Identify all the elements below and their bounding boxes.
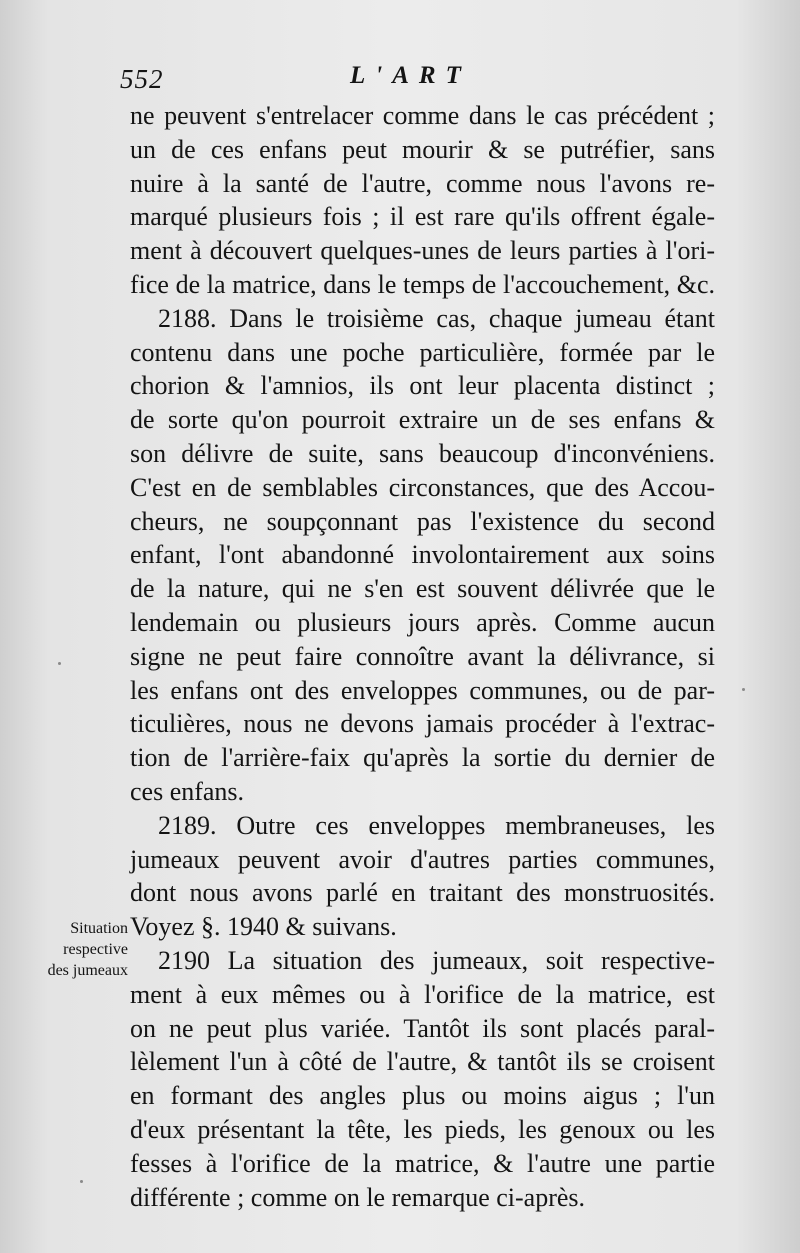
running-title: L'ART bbox=[350, 62, 471, 89]
paper-speck bbox=[58, 662, 61, 665]
text-line: ment à eux mêmes ou à l'orifice de la matrice, est bbox=[130, 979, 715, 1009]
text-line: ne peuvent s'entrelacer comme dans le cas précédent ; bbox=[130, 101, 715, 130]
text-line: différente ; comme on le remarque ci-après. bbox=[130, 1182, 586, 1212]
text-line: enfant, l'ont abandonné involontairement aux soins bbox=[130, 540, 715, 570]
text-line: ment à découvert quelques-unes de leurs parties à l'ori- bbox=[130, 236, 715, 266]
paragraph-2188-start: 2188. Dans le troisième cas, chaque jumeau étant bbox=[158, 303, 715, 333]
text-line: fice de la matrice, dans le temps de l'accouchement, &c. bbox=[130, 269, 715, 299]
paragraph-2190-start: 2190 La situation des jumeaux, soit respective- bbox=[158, 945, 715, 975]
page-number: 552 bbox=[120, 64, 164, 94]
paper-speck bbox=[80, 1180, 83, 1183]
margin-note-line: des jumeaux bbox=[47, 962, 128, 979]
text-line: les enfans ont des enveloppes communes, ou de par- bbox=[130, 675, 715, 705]
paragraph-2189-start: 2189. Outre ces enveloppes membraneuses, les bbox=[158, 810, 715, 840]
body-text bbox=[130, 99, 715, 1214]
text-line: de sorte qu'on pourroit extraire un de ses enfans & bbox=[130, 405, 715, 435]
text-line: contenu dans une poche particulière, formée par le bbox=[130, 337, 715, 367]
margin-note-line: respective bbox=[63, 941, 128, 958]
text-line: lendemain ou plusieurs jours après. Comme aucun bbox=[130, 607, 715, 637]
text-line: nuire à la santé de l'autre, comme nous l'avons re- bbox=[130, 168, 715, 198]
text-line: ticulières, nous ne devons jamais procéder à l'extrac- bbox=[130, 709, 715, 739]
text-line: fesses à l'orifice de la matrice, & l'autre une partie bbox=[130, 1148, 715, 1178]
text-line: signe ne peut faire connoître avant la délivrance, si bbox=[130, 641, 715, 671]
text-line: on ne peut plus variée. Tantôt ils sont placés paral- bbox=[130, 1013, 715, 1043]
text-line: C'est en de semblables circonstances, que des Accou- bbox=[130, 472, 715, 502]
margin-note bbox=[16, 918, 128, 981]
text-line: jumeaux peuvent avoir d'autres parties communes, bbox=[130, 844, 715, 874]
margin-note-line: Situation bbox=[70, 920, 128, 937]
text-line: lèlement l'un à côté de l'autre, & tantôt ils se croisent bbox=[130, 1047, 715, 1077]
text-line: dont nous avons parlé en traitant des monstruosités. bbox=[130, 878, 715, 908]
text-line: un de ces enfans peut mourir & se putréfier, sans bbox=[130, 134, 715, 164]
text-line: tion de l'arrière-faix qu'après la sortie du dernier de bbox=[130, 743, 715, 773]
text-line: de la nature, qui ne s'en est souvent délivrée que le bbox=[130, 574, 715, 604]
text-line: d'eux présentant la tête, les pieds, les genoux ou les bbox=[130, 1114, 715, 1144]
text-line: Voyez §. 1940 & suivans. bbox=[130, 912, 397, 942]
text-line: en formant des angles plus ou moins aigus ; l'un bbox=[130, 1081, 715, 1111]
text-line: ces enfans. bbox=[130, 776, 245, 806]
text-line: cheurs, ne soupçonnant pas l'existence du second bbox=[130, 506, 715, 536]
text-line: son délivre de suite, sans beaucoup d'inconvéniens. bbox=[130, 438, 715, 468]
text-line: marqué plusieurs fois ; il est rare qu'ils offrent égale- bbox=[130, 202, 715, 232]
text-line: chorion & l'amnios, ils ont leur placenta distinct ; bbox=[130, 371, 715, 401]
paper-speck bbox=[742, 688, 745, 691]
